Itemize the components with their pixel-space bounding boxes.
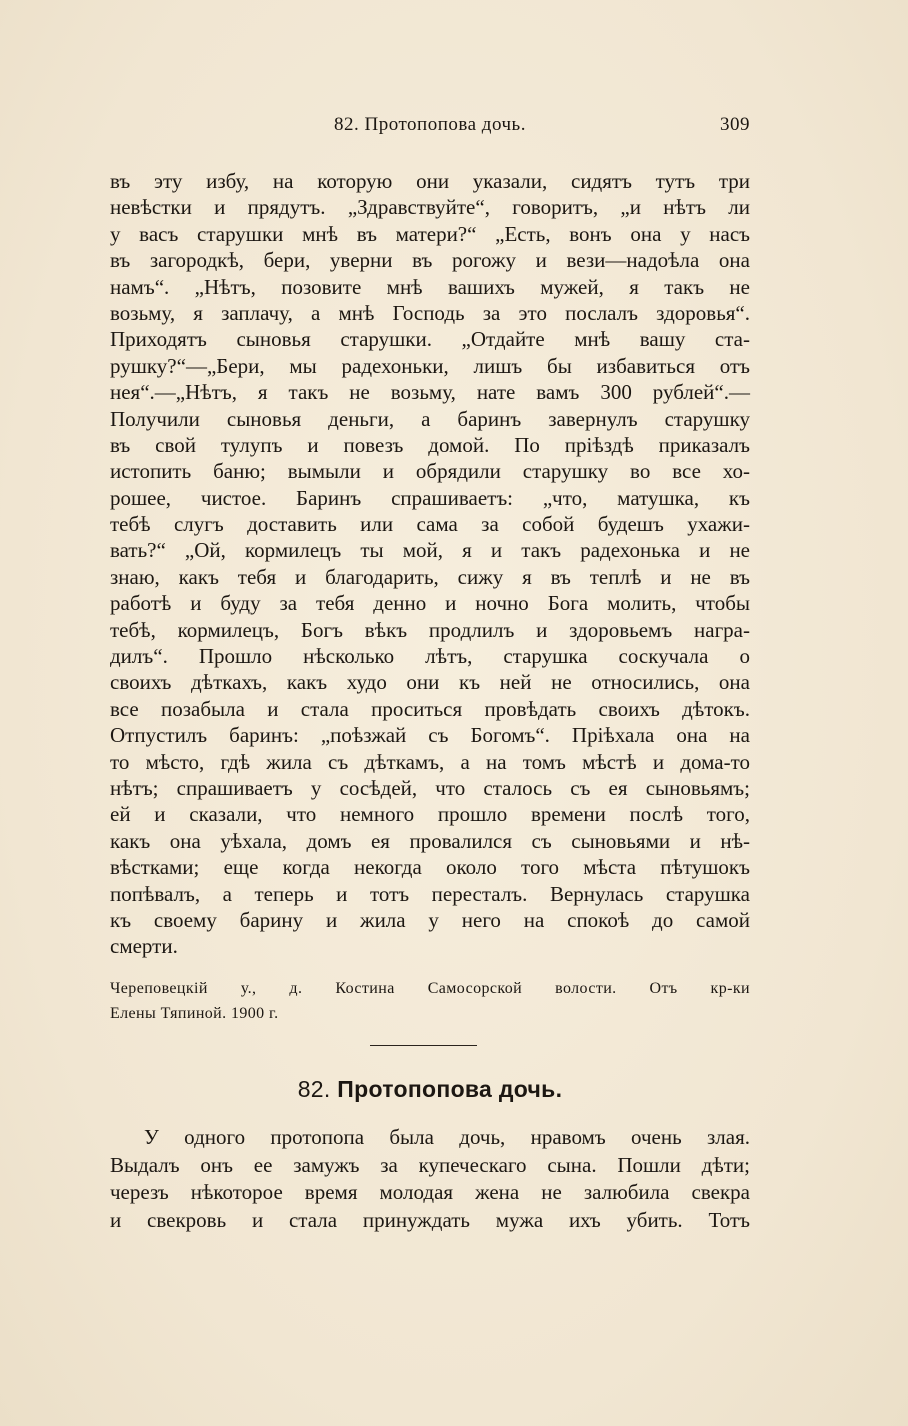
- text-line: попѣвалъ, а теперь и тотъ пересталъ. Вернулась старушка: [110, 881, 750, 906]
- body-text: [110, 168, 750, 960]
- text-line: дилъ“. Прошло нѣсколько лѣтъ, старушка соскучала о: [110, 644, 750, 669]
- text-line: у васъ старушки мнѣ въ матери?“ „Есть, вонъ она у насъ: [110, 221, 750, 246]
- text-line: невѣстки и прядутъ. „Здравствуйте“, говоритъ, „и нѣтъ ли: [110, 195, 750, 220]
- text-line: все позабыла и стала проситься провѣдать своихъ дѣтокъ.: [110, 696, 750, 721]
- running-title: 82. Протопопова дочь.: [334, 114, 526, 135]
- text-line: нѣтъ; спрашиваетъ у сосѣдей, что сталось съ ея сыновьямъ;: [110, 775, 750, 800]
- text-line: знаю, какъ тебя и благодарить, сижу я въ теплѣ и не въ: [110, 564, 750, 589]
- story-line: Выдалъ онъ ее замужъ за купеческаго сына. Пошли дѣти;: [110, 1152, 750, 1177]
- text-line: нея“.—„Нѣтъ, я такъ не возьму, нате вамъ 300 рублей“.—: [110, 380, 750, 405]
- text-line: въ свой тулупъ и повезъ домой. По пріѣздѣ приказалъ: [110, 432, 750, 457]
- story-title: Протопопова дочь.: [337, 1076, 563, 1102]
- text-line: то мѣсто, гдѣ жила съ дѣткамъ, а на томъ мѣстѣ и дома-то: [110, 749, 750, 774]
- text-line: какъ она уѣхала, домъ ея провалился съ сыновьями и нѣ-: [110, 828, 750, 853]
- text-line: рошее, чистое. Баринъ спрашиваетъ: „что, матушка, къ: [110, 485, 750, 510]
- story-heading: [110, 1076, 750, 1103]
- text-line: возьму, я заплачу, а мнѣ Господь за это послалъ здоровья“.: [110, 300, 750, 325]
- text-line: Отпустилъ баринъ: „поѣзжай съ Богомъ“. Пріѣхала она на: [110, 723, 750, 748]
- text-line: ей и сказали, что немного прошло времени послѣ того,: [110, 802, 750, 827]
- text-line: тебѣ слугъ доставить или сама за собой будешъ ухажи-: [110, 512, 750, 537]
- text-line: въ эту избу, на которую они указали, сидятъ тутъ три: [110, 169, 750, 193]
- story-number: 82.: [297, 1076, 331, 1102]
- text-line: смерти.: [110, 934, 178, 959]
- text-line: вѣстками; еще когда некогда около того мѣста пѣтушокъ: [110, 855, 750, 880]
- source-note-line: Череповецкій у., д. Костина Самосорской волости. Отъ кр-ки: [110, 980, 750, 997]
- text-line: вать?“ „Ой, кормилецъ ты мой, я и такъ радехонька и не: [110, 538, 750, 563]
- section-divider: [370, 1045, 477, 1046]
- text-line: истопить баню; вымыли и обрядили старушку во все хо-: [110, 459, 750, 484]
- text-line: въ загородкѣ, бери, уверни въ рогожу и вези—надоѣла она: [110, 248, 750, 273]
- page-header: [110, 114, 750, 144]
- text-line: своихъ дѣткахъ, какъ худо они къ ней не относились, она: [110, 670, 750, 695]
- text-line: Приходятъ сыновья старушки. „Отдайте мнѣ вашу ста-: [110, 327, 750, 352]
- text-line: рушку?“—„Бери, мы радехоньки, лишъ бы избавиться отъ: [110, 353, 750, 378]
- source-note-line: Елены Тяпиной. 1900 г.: [110, 1005, 279, 1022]
- text-line: намъ“. „Нѣтъ, позовите мнѣ вашихъ мужей, я такъ не: [110, 274, 750, 299]
- source-note: [110, 976, 750, 1026]
- story-text: [110, 1124, 750, 1234]
- text-line: работѣ и буду за тебя денно и ночно Бога молить, чтобы: [110, 591, 750, 616]
- story-line: черезъ нѣкоторое время молодая жена не залюбила свекра: [110, 1180, 750, 1204]
- text-line: Получили сыновья деньги, а баринъ завернулъ старушку: [110, 406, 750, 431]
- text-line: къ своему барину и жила у него на спокоѣ до самой: [110, 907, 750, 932]
- text-line: тебѣ, кормилецъ, Богъ вѣкъ продлилъ и здоровьемъ награ-: [110, 617, 750, 642]
- story-line: и свекровь и стала принуждать мужа ихъ убить. Тотъ: [110, 1207, 750, 1232]
- story-line: У одного протопопа была дочь, нравомъ очень злая.: [144, 1125, 750, 1149]
- page-number: 309: [720, 114, 750, 135]
